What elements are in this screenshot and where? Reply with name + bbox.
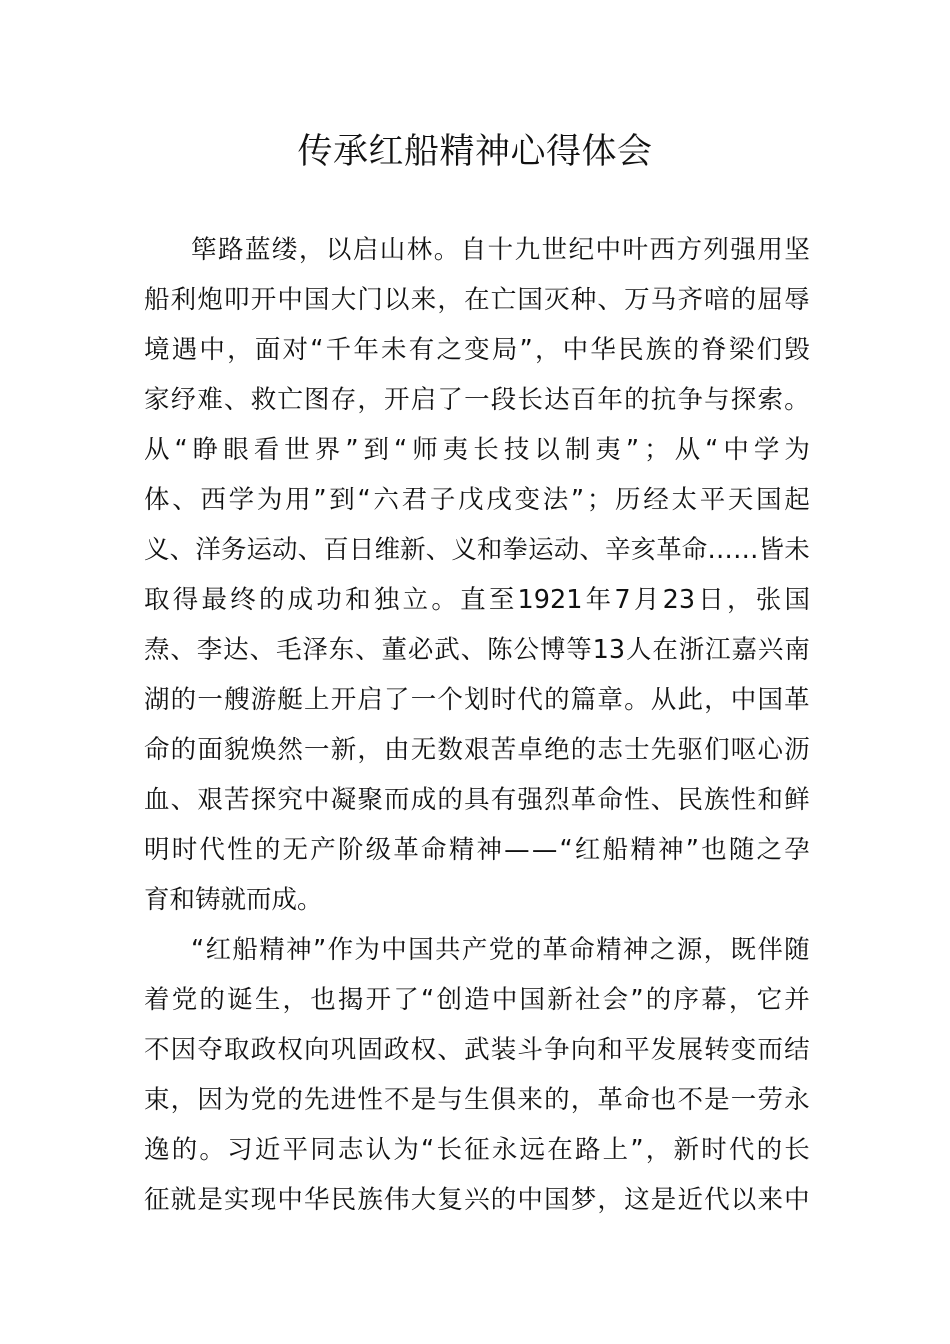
- body-line: 征 就 是 实 现 中 华 民 族 伟 大 复 兴 的 中 国 梦 ， 这 是 近 代 以 来 中: [144, 1185, 810, 1215]
- body-line: 命 的 面 貌 焕 然 一 新 ， 由 无 数 艰 苦 卓 绝 的 志 士 先 驱 们 呕 心 沥: [144, 735, 810, 765]
- body-line: 不 因 夺 取 政 权 向 巩 固 政 权 、 武 装 斗 争 向 和 平 发 展 转 变 而 结: [144, 1035, 810, 1065]
- body-line: 着 党 的 诞 生 ， 也 揭 开 了 “ 创 造 中 国 新 社 会 ” 的 序 幕 ， 它 并: [144, 985, 810, 1015]
- body-line: 焘 、 李 达 、 毛 泽 东 、 董 必 武 、 陈 公 博 等 13 人 在 浙 江 嘉 兴 南: [144, 635, 810, 665]
- document-body: [144, 225, 810, 1225]
- document-title: 传承红船精神心得体会: [297, 132, 653, 172]
- body-line: 血 、 艰 苦 探 究 中 凝 聚 而 成 的 具 有 强 烈 革 命 性 、 民 族 性 和 鲜: [144, 785, 810, 815]
- body-line: 境 遇 中 ， 面 对 “ 千 年 未 有 之 变 局 ” ， 中 华 民 族 的 脊 梁 们 毁: [144, 335, 810, 365]
- body-line: 体 、 西 学 为 用 ” 到 “ 六 君 子 戊 戌 变 法 ” ； 历 经 太 平 天 国 起: [144, 485, 810, 515]
- body-line: 筚 路 蓝 缕 ， 以 启 山 林 。 自 十 九 世 纪 中 叶 西 方 列 强 用 坚: [191, 235, 810, 265]
- body-line: 家 纾 难 、 救 亡 图 存 ， 开 启 了 一 段 长 达 百 年 的 抗 争 与 探 索 。: [144, 385, 810, 415]
- body-line: 湖 的 一 艘 游 艇 上 开 启 了 一 个 划 时 代 的 篇 章 。 从 此 ， 中 国 革: [144, 685, 810, 715]
- body-line: 逸 的 。 习 近 平 同 志 认 为 “ 长 征 永 远 在 路 上 ” ， 新 时 代 的 长: [144, 1135, 810, 1165]
- body-line: 束 ， 因 为 党 的 先 进 性 不 是 与 生 俱 来 的 ， 革 命 也 不 是 一 劳 永: [144, 1085, 810, 1115]
- body-line: 育和铸就而成。: [144, 885, 323, 915]
- body-line: 从 “ 睁 眼 看 世 界 ” 到 “ 师 夷 长 技 以 制 夷 ” ； 从 “ 中 学 为: [144, 435, 810, 465]
- body-line: 取 得 最 终 的 成 功 和 独 立 。 直 至 1921 年 7 月 23 日 ， 张 国: [144, 585, 810, 615]
- body-line: 船 利 炮 叩 开 中 国 大 门 以 来 ， 在 亡 国 灭 种 、 万 马 齐 喑 的 屈 辱: [144, 285, 810, 315]
- body-line: 明 时 代 性 的 无 产 阶 级 革 命 精 神 — — “ 红 船 精 神 ” 也 随 之 孕: [144, 835, 810, 865]
- body-line: “ 红 船 精 神 ” 作 为 中 国 共 产 党 的 革 命 精 神 之 源 ， 既 伴 随: [191, 935, 810, 965]
- body-line: 义 、 洋 务 运 动 、 百 日 维 新 、 义 和 拳 运 动 、 辛 亥 革 命 … … 皆 未: [144, 535, 810, 565]
